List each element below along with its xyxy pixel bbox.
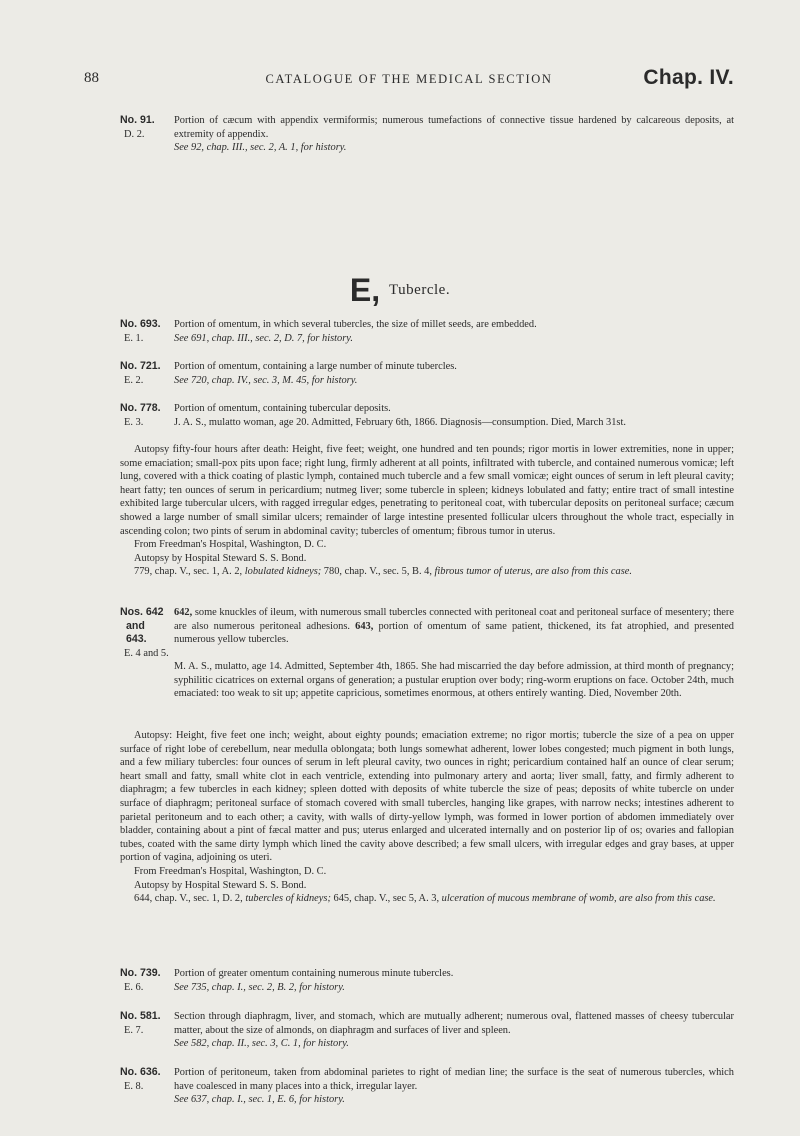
entry-number: No. 739.	[120, 967, 161, 979]
autopsy-by: Autopsy by Hospital Steward S. S. Bond.	[134, 879, 307, 891]
entry-text: Portion of omentum, containing tubercular deposits.	[174, 403, 391, 414]
related-specimens: 644, chap. V., sec. 1, D. 2, tubercles of kidneys; 645, chap. V., sec 5, A. 3, ulceration of mucous membrane of womb, are also from this case.	[134, 893, 716, 905]
entry-number: No. 91.	[120, 114, 155, 126]
entry-text: Portion of greater omentum containing numerous minute tubercles.	[174, 968, 454, 979]
entry-number: Nos. 642	[120, 606, 164, 618]
entry-class: D. 2.	[124, 128, 145, 140]
related-specimens: 779, chap. V., sec. 1, A. 2, lobulated kidneys; 780, chap. V., sec. 5, B. 4, fibrous tumor of uterus, are also from this case.	[134, 566, 632, 578]
autopsy-by: Autopsy by Hospital Steward S. S. Bond.	[134, 552, 307, 564]
entry-class: E. 8.	[124, 1080, 144, 1092]
entry-text: Portion of cæcum with appendix vermiformis; numerous tumefactions of connective tissue hardened by calcareous deposits, at extremity of appendix.	[174, 115, 734, 140]
hospital-source: From Freedman's Hospital, Washington, D. C.	[134, 865, 327, 877]
entry-642-body	[120, 660, 734, 701]
hospital-source: From Freedman's Hospital, Washington, D. C.	[134, 539, 327, 551]
entry-642-643: Nos. 642 and 643. E. 4 and 5. 642, some knuckles of ileum, with numerous small tubercles connected with peritoneal coat and peritoneal surface of mesentery; there are also numerous peritoneal adhesions. 643, portion of omentum of same patient, thickened, its fat atrophied, and presented numerous yellow tubercles.	[120, 606, 734, 659]
section-letter: E	[349, 272, 372, 308]
entry-739	[120, 967, 734, 994]
entry-721	[120, 360, 734, 387]
entry-class: E. 7.	[124, 1024, 144, 1036]
entry-see: See 720, chap. IV., sec. 3, M. 45, for history.	[174, 374, 358, 386]
entry-number: No. 721.	[120, 360, 161, 372]
entry-text: 642, some knuckles of ileum, with numerous small tubercles connected with peritoneal coat and peritoneal surface of mesentery; there are also numerous peritoneal adhesions. 643, portion of omentum of same patient, thickened, its fat atrophied, and presented numerous yellow tubercles.	[174, 607, 734, 646]
entry-text: Portion of peritoneum, taken from abdominal parietes to right of median line; the surface is the seat of numerous tubercles, which have coalesced in many places into a thick, irregular layer.	[174, 1067, 734, 1092]
running-title: CATALOGUE OF THE MEDICAL SECTION	[265, 72, 553, 86]
entry-case: J. A. S., mulatto woman, age 20. Admitted, February 6th, 1866. Diagnosis—consumption. Died, March 31st.	[174, 416, 626, 428]
entry-see: See 735, chap. I., sec. 2, B. 2, for history.	[174, 981, 345, 993]
entry-text: Portion of omentum, containing a large number of minute tubercles.	[174, 361, 457, 372]
entry-581	[120, 1010, 734, 1051]
entry-see: See 691, chap. III., sec. 2, D. 7, for history.	[174, 332, 353, 344]
page-header	[84, 66, 734, 92]
entry-636	[120, 1066, 734, 1107]
entry-see: See 637, chap. I., sec. 1, E. 6, for history.	[174, 1094, 345, 1106]
entry-number: No. 581.	[120, 1010, 161, 1022]
entry-see: See 582, chap. II., sec. 3, C. 1, for history.	[174, 1038, 349, 1050]
entry-text: Portion of omentum, in which several tubercles, the size of millet seeds, are embedded.	[174, 319, 537, 330]
entry-see: See 92, chap. III., sec. 2, A. 1, for history.	[174, 142, 347, 154]
page-number: 88	[84, 70, 99, 86]
case-history: M. A. S., mulatto, age 14. Admitted, September 4th, 1865. She had miscarried the day before admission, at third month of pregnancy; syphilitic cicatrices on external organs of generation; a pustular eruption over body; ring-worm eruptions on face. October 24th, much emaciated: too weak to sit up; appetite capricious, sometimes enormous, at others entirely wanting. Died, November 20th.	[174, 661, 734, 700]
entry-778-body	[120, 443, 734, 579]
entry-91	[120, 114, 734, 155]
entry-text: Section through diaphragm, liver, and stomach, which are mutually adherent; numerous oval, flattened masses of cheesy tubercular matter, about the size of almonds, on diaphragm and surfaces of liver and spleen.	[174, 1011, 734, 1036]
entry-number: No. 778.	[120, 402, 161, 414]
entry-class: E. 3.	[124, 416, 144, 428]
entry-778	[120, 402, 734, 429]
entry-class: E. 2.	[124, 374, 144, 386]
entry-693	[120, 318, 734, 345]
entry-642-autopsy	[120, 729, 734, 906]
entry-number: No. 693.	[120, 318, 161, 330]
section-heading: E, Tubercle.	[349, 272, 451, 308]
section-title: Tubercle.	[389, 282, 451, 298]
autopsy-text: Autopsy: Height, five feet one inch; weight, about eighty pounds; emaciation extreme; no rigor mortis; tubercle the size of a pea on upper surface of right lobe of cerebellum, near medulla oblongata; both lungs somewhat adherent, lower lobes congested; much pigment in both lungs, and a few miliary tubercles: four ounces of serum in left pleural cavity, two ounces in right; pericardium contained half an ounce of clear serum; heart small and fatty, small white clot in each ventricle, extending into pulmonary artery and aorta; liver small, fatty, and firmly adherent to diaphragm; a few tubercles in each kidney; spleen dotted with deposits of white tubercle the size of peas; deposits of white tubercle on under surface of diaphragm; peritoneal surface of stomach covered with small tubercles, hanging like grapes, with narrow necks; intestines adherent to parietal peritoneum and to each other; a cavity, with walls of dirty-yellow lymph, was formed in lower portion of abdomen immediately over bladder, containing about a pint of fæcal matter and pus; uterus enlarged and ulcerated internally and on posterior lip of os; ovaries and fallopian tubes, coated with the same dirty lymph which lined the cavity above described; a few small ulcers, with irregular edges and gray bases, at upper portion of vagina, adjoining os uteri.	[120, 730, 734, 864]
entry-class: E. 1.	[124, 332, 144, 344]
entry-number: No. 636.	[120, 1066, 161, 1078]
entry-class: E. 4 and 5.	[124, 647, 169, 659]
autopsy-text: Autopsy fifty-four hours after death: Height, five feet; weight, one hundred and ten pounds; rigor mortis in lower extremities, none in upper; some emaciation; small-pox pits upon face; right lung, firmly adherent at all points, infiltrated with tubercle, and contained numerous vomicæ; left lung, covered with a thick coating of plastic lymph, contained much tubercle and a few small vomicæ; eight ounces of serum in left pleural cavity; heart fatty; ten ounces of serum in pericardium; nutmeg liver; some tubercle in spleen; kidneys lobulated and fatty; entire tract of small intestine exhibited large tubercular ulcers, with ragged irregular edges, penetrating to peritoneal coat, with tubercular deposits on peritoneal surface; cæcum showed a large number of small similar ulcers; remainder of large intestine presented follicular ulcers throughout the whole tract, especially in ascending colon; two pints of serum in abdominal cavity; tubercles of omentum; fibrous tumor in uterus.	[120, 444, 734, 537]
chapter-label: Chap. IV.	[643, 66, 734, 89]
entry-class: E. 6.	[124, 981, 144, 993]
